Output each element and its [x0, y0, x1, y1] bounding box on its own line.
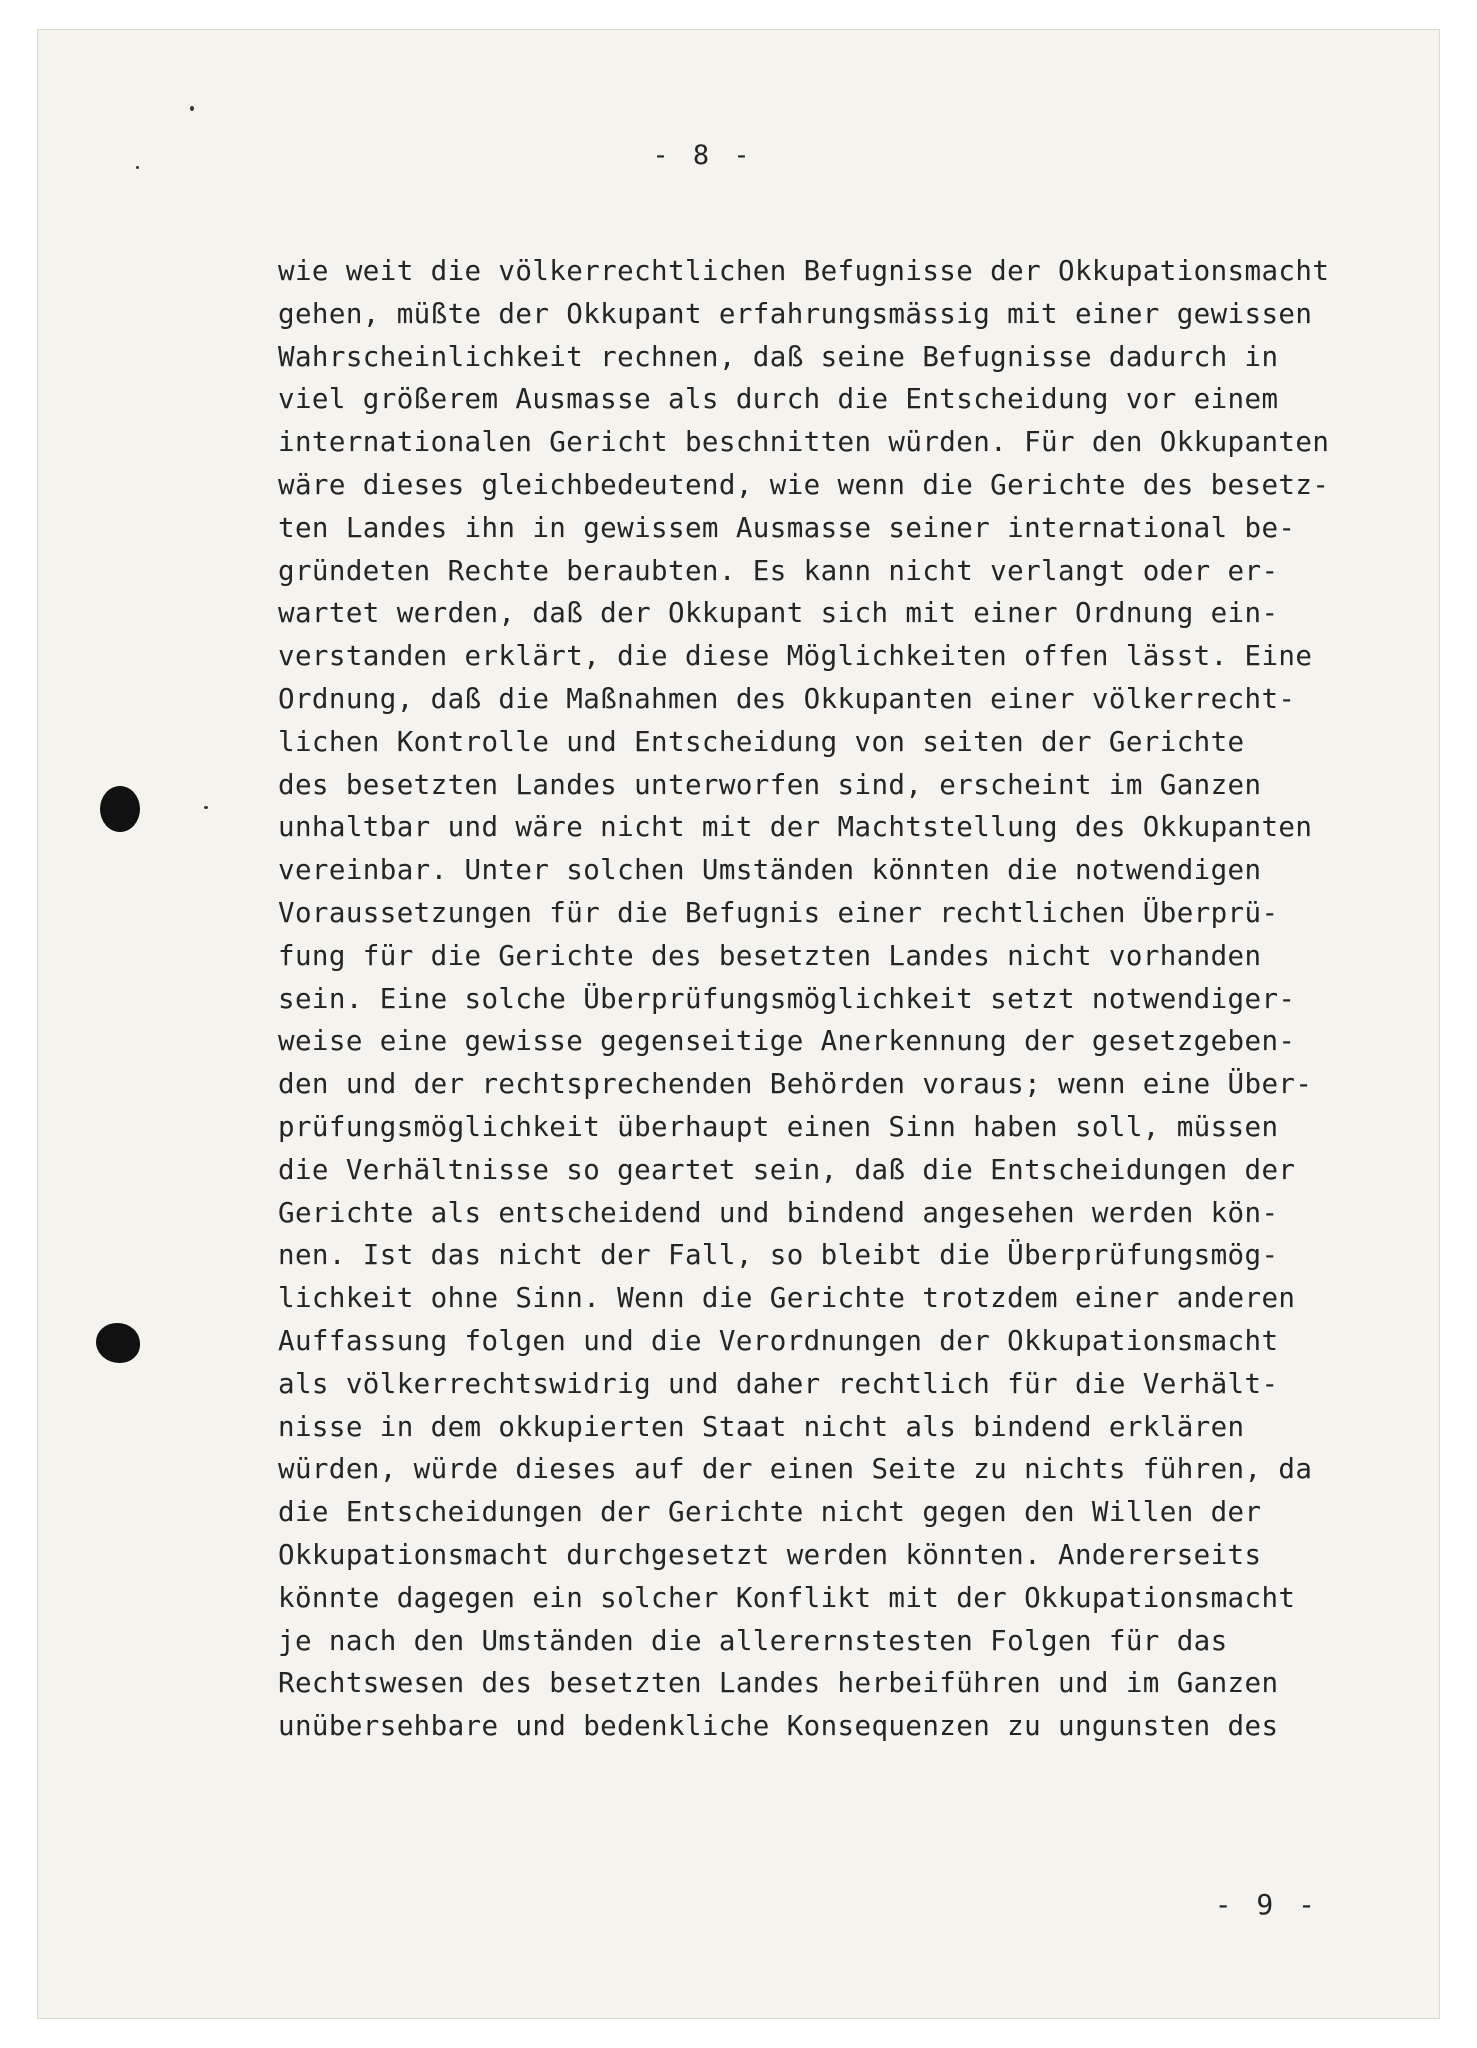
text-line: gehen, müßte der Okkupant erfahrungsmässig mit einer gewissen [278, 297, 1313, 330]
text-line: wie weit die völkerrechtlichen Befugnisse der Okkupationsmacht [278, 255, 1330, 287]
text-line: prüfungsmöglichkeit überhaupt einen Sinn haben soll, müssen [278, 1110, 1279, 1143]
text-line: verstanden erklärt, die diese Möglichkeiten offen lässt. Eine [278, 640, 1313, 673]
punch-hole [100, 786, 140, 832]
text-line: viel größerem Ausmasse als durch die Entscheidung vor einem [278, 383, 1279, 416]
text-line: lichen Kontrolle und Entscheidung von seiten der Gerichte [278, 725, 1245, 758]
punch-hole [96, 1323, 140, 1363]
text-line: je nach den Umständen die allerernstesten Folgen für das [278, 1624, 1228, 1657]
page-number: - 8 - [652, 140, 754, 171]
ink-speck [204, 806, 208, 809]
text-line: unhaltbar und wäre nicht mit der Machtstellung des Okkupanten [278, 811, 1313, 844]
text-line: unübersehbare und bedenkliche Konsequenzen zu ungunsten des [278, 1710, 1279, 1743]
text-line: Okkupationsmacht durchgesetzt werden könnten. Andererseits [278, 1538, 1262, 1571]
text-line: Voraussetzungen für die Befugnis einer rechtlichen Überprü- [278, 896, 1279, 929]
text-line: Auffassung folgen und die Verordnungen der Okkupationsmacht [278, 1324, 1279, 1357]
text-line: wartet werden, daß der Okkupant sich mit einer Ordnung ein- [278, 597, 1279, 630]
text-line: die Verhältnisse so geartet sein, daß die Entscheidungen der [278, 1153, 1296, 1186]
text-line: fung für die Gerichte des besetzten Landes nicht vorhanden [278, 939, 1262, 972]
body-text [278, 250, 1398, 1748]
next-page-marker: - 9 - [1214, 1888, 1319, 1921]
text-line: Wahrscheinlichkeit rechnen, daß seine Befugnisse dadurch in [278, 340, 1279, 373]
text-line: Rechtswesen des besetzten Landes herbeiführen und im Ganzen [278, 1667, 1279, 1700]
text-line: nen. Ist das nicht der Fall, so bleibt die Überprüfungsmög- [278, 1239, 1279, 1272]
text-line: ten Landes ihn in gewissem Ausmasse seiner international be- [278, 511, 1296, 544]
text-line: wäre dieses gleichbedeutend, wie wenn die Gerichte des besetz- [278, 468, 1330, 501]
document-page [38, 30, 1439, 2018]
text-line: die Entscheidungen der Gerichte nicht gegen den Willen der [278, 1496, 1262, 1529]
text-line: lichkeit ohne Sinn. Wenn die Gerichte trotzdem einer anderen [278, 1282, 1296, 1315]
text-line: des besetzten Landes unterworfen sind, erscheint im Ganzen [278, 768, 1262, 801]
text-line: könnte dagegen ein solcher Konflikt mit der Okkupationsmacht [278, 1581, 1296, 1614]
text-line: den und der rechtsprechenden Behörden voraus; wenn eine Über- [278, 1068, 1313, 1101]
text-line: gründeten Rechte beraubten. Es kann nicht verlangt oder er- [278, 554, 1279, 587]
text-line: Ordnung, daß die Maßnahmen des Okkupanten einer völkerrecht- [278, 682, 1296, 715]
text-line: vereinbar. Unter solchen Umständen könnten die notwendigen [278, 854, 1262, 887]
text-line: nisse in dem okkupierten Staat nicht als bindend erklären [278, 1410, 1245, 1443]
text-line: internationalen Gericht beschnitten würden. Für den Okkupanten [278, 426, 1330, 459]
ink-speck [190, 106, 194, 111]
text-line: würden, würde dieses auf der einen Seite zu nichts führen, da [278, 1453, 1313, 1486]
text-line: als völkerrechtswidrig und daher rechtlich für die Verhält- [278, 1367, 1279, 1400]
text-line: Gerichte als entscheidend und bindend angesehen werden kön- [278, 1196, 1279, 1229]
text-line: sein. Eine solche Überprüfungsmöglichkeit setzt notwendiger- [278, 982, 1296, 1015]
text-line: weise eine gewisse gegenseitige Anerkennung der gesetzgeben- [278, 1025, 1296, 1058]
